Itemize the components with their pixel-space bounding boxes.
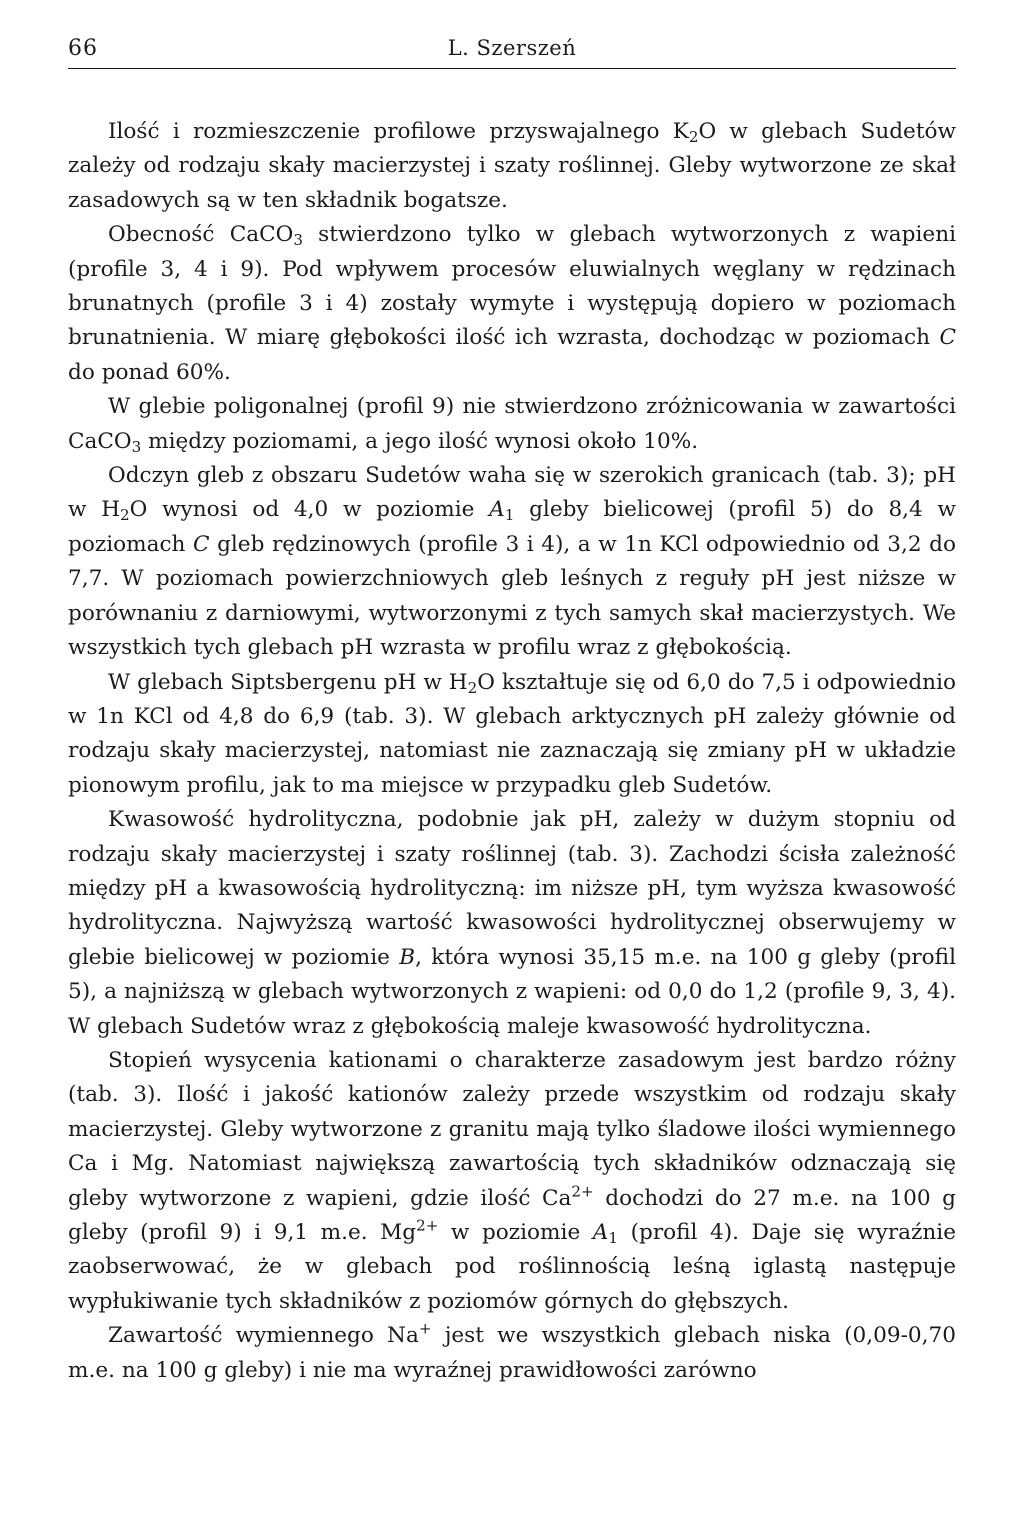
text-run: C: [193, 531, 210, 557]
text-run: Ilość i rozmieszczenie profilowe przyswajalnego K: [108, 119, 689, 144]
text-run: dochodzi do 27 m.e. na 100 g gleby (profil 9) i 9,1 m.e. Mg: [68, 1185, 956, 1245]
text-run: W glebie poligonalnej (profil 9) nie stwierdzono zróżnicowania w zawartości CaCO: [68, 394, 956, 454]
text-run: B: [399, 944, 416, 970]
paragraph-3: [68, 390, 956, 459]
text-run: W glebach Siptsbergenu pH w H: [108, 669, 468, 695]
text-run: 2: [120, 506, 130, 525]
text-run: A: [592, 1220, 609, 1245]
text-run: stwierdzono tylko w glebach wytworzonych z wapieni (profile 3, 4 i 9). Pod wpływem procesów eluwialnych węglany w rędzinach brunatnych (profile 3 i 4) zostały wymyte i występują dopiero w poziomach brunatnienia. W miarę głębokości ilość ich wzrasta, dochodząc w poziomach: [68, 222, 957, 351]
paragraph-8: [68, 1319, 956, 1388]
text-run: Kwasowość hydrolityczna, podobnie jak pH, zależy w dużym stopniu od rodzaju skały macierzystej i szaty roślinnej (tab. 3). Zachodzi ścisła zależność między pH a kwasowością hydrolityczną: im niższe pH, tym wyższa kwasowość hydrolityczna. Najwyższą wartość kwasowości hydrolitycznej obserwujemy w glebie bielicowej w poziomie: [68, 807, 956, 970]
text-run: 2+: [571, 1182, 594, 1201]
paragraph-2: [68, 218, 956, 390]
text-run: (profil 4). Daje się wyraźnie zaobserwować, że w glebach pod roślinnością leśną iglastą następuje wypłukiwanie tych składników z poziomów górnych do głębszych.: [68, 1220, 956, 1314]
text-run: Obecność CaCO: [108, 222, 294, 248]
text-run: 2: [688, 127, 699, 146]
text-run: +: [418, 1319, 432, 1338]
text-run: Zawartość wymiennego Na: [108, 1323, 419, 1349]
text-run: gleb rędzinowych (profile 3 i 4), a w 1n KCl odpowiednio od 3,2 do 7,7. W poziomach powierzchniowych gleb leśnych z reguły pH jest niższe w porównaniu z darniowymi, wytworzonymi z tych samych skał macierzystych. We wszystkich tych glebach pH wzrasta w profilu wraz z głębokością.: [68, 531, 956, 661]
text-run: do ponad 60%.: [68, 359, 231, 385]
page-number: 66: [68, 36, 98, 61]
text-run: 2+: [416, 1216, 439, 1235]
text-run: Odczyn gleb z obszaru Sudetów waha się w szerokich granicach (tab. 3); pH w H: [68, 463, 956, 523]
paragraph-6: [68, 803, 956, 1044]
text-run: A: [489, 497, 505, 523]
running-head: [68, 28, 956, 69]
text-run: , która wynosi 35,15 m.e. na 100 g gleby (profil 5), a najniższą w glebach wytworzonych z wapieni: od 0,0 do 1,2 (profile 9, 3, 4). W glebach Sudetów wraz z głębokością maleje kwasowość hydrolityczna.: [68, 944, 956, 1039]
text-run: O kształtuje się od 6,0 do 7,5 i odpowiednio w 1n KCl od 4,8 do 6,9 (tab. 3). W glebach arktycznych pH zależy głównie od rodzaju skały macierzystej, natomiast nie zaznaczają się zmiany pH w układzie pionowym profilu, jak to ma miejsce w przypadku gleb Sudetów.: [68, 669, 957, 798]
paragraph-7: [68, 1044, 956, 1319]
text-run: 3: [131, 437, 142, 456]
page: [68, 28, 956, 1388]
text-run: w poziomie: [438, 1220, 593, 1245]
text-run: Stopień wysycenia kationami o charakterze zasadowym jest bardzo różny (tab. 3). Ilość i jakość kationów zależy przede wszystkim od rodzaju skały macierzystej. Gleby wytworzone z granitu mają tylko śladowe ilości wymiennego Ca i Mg. Natomiast największą zawartością tych składników odznaczają się gleby wytworzone z wapieni, gdzie ilość Ca: [68, 1047, 956, 1211]
running-head-author: L. Szerszeń: [447, 36, 577, 60]
text-run: O w glebach Sudetów zależy od rodzaju skały macierzystej i szaty roślinnej. Gleby wytworzone ze skał zasadowych są w ten składnik bogatsze.: [68, 119, 956, 213]
text-run: gleby bielicowej (profil 5) do 8,4 w poziomach: [68, 497, 956, 557]
text-run: jest we wszystkich glebach niska (0,09-0,70 m.e. na 100 g gleby) i nie ma wyraźnej prawidłowości zarówno: [68, 1323, 957, 1383]
text-run: 1: [608, 1228, 619, 1247]
text-run: C: [939, 325, 956, 351]
text-run: 1: [504, 506, 515, 525]
body-text: [68, 115, 956, 1388]
text-run: 2: [467, 678, 478, 697]
text-run: 3: [293, 230, 303, 249]
text-run: między poziomami, a jego ilość wynosi około 10%.: [141, 428, 699, 454]
paragraph-5: [68, 666, 956, 804]
text-run: O wynosi od 4,0 w poziomie: [129, 497, 490, 523]
paragraph-1: [68, 115, 956, 218]
paragraph-4: [68, 459, 956, 665]
